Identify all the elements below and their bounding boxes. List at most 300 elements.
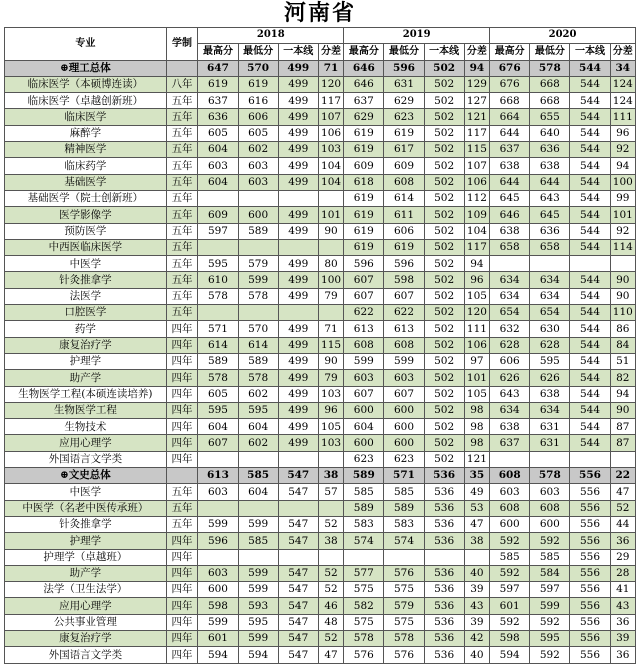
line-score-cell: 499 — [278, 207, 318, 223]
min-score-cell: 605 — [238, 125, 278, 141]
table-row — [5, 305, 636, 321]
system-cell: 四年 — [166, 582, 198, 598]
max-score-cell — [198, 305, 238, 321]
line-score-cell: 544 — [570, 370, 610, 386]
diff-cell: 94 — [610, 386, 635, 402]
table-row — [5, 484, 636, 500]
header-min: 最低分 — [530, 44, 570, 60]
max-score-cell: 604 — [198, 419, 238, 435]
line-score-cell — [570, 256, 610, 272]
max-score-cell: 595 — [198, 402, 238, 418]
major-name-cell: 生物医学工程(本硕连读培养) — [5, 386, 167, 402]
min-score-cell: 619 — [384, 239, 424, 255]
max-score-cell: 600 — [344, 402, 384, 418]
max-score-cell: 643 — [490, 386, 530, 402]
min-score-cell: 603 — [238, 158, 278, 174]
line-score-cell: 502 — [424, 288, 464, 304]
max-score-cell: 583 — [344, 516, 384, 532]
min-score-cell — [238, 451, 278, 467]
max-score-cell: 638 — [490, 158, 530, 174]
min-score-cell: 599 — [238, 516, 278, 532]
max-score-cell: 613 — [198, 468, 238, 484]
diff-cell: 49 — [464, 484, 489, 500]
line-score-cell: 502 — [424, 239, 464, 255]
max-score-cell: 676 — [490, 60, 530, 76]
max-score-cell: 658 — [490, 239, 530, 255]
min-score-cell: 645 — [530, 207, 570, 223]
max-score-cell: 600 — [490, 516, 530, 532]
major-name-cell: 应用心理学 — [5, 435, 167, 451]
line-score-cell: 502 — [424, 272, 464, 288]
diff-cell: 124 — [610, 93, 635, 109]
diff-cell: 57 — [318, 484, 343, 500]
header-min: 最低分 — [238, 44, 278, 60]
line-score-cell: 536 — [424, 598, 464, 614]
table-row — [5, 549, 636, 565]
major-name-cell: ⊕文史总体 — [5, 468, 167, 484]
min-score-cell: 595 — [238, 402, 278, 418]
max-score-cell: 607 — [344, 288, 384, 304]
diff-cell: 87 — [610, 435, 635, 451]
min-score-cell: 599 — [238, 582, 278, 598]
max-score-cell: 603 — [198, 158, 238, 174]
diff-cell — [318, 549, 343, 565]
major-name-cell: 护理学 — [5, 533, 167, 549]
max-score-cell: 604 — [198, 174, 238, 190]
table-row — [5, 223, 636, 239]
diff-cell: 90 — [610, 402, 635, 418]
max-score-cell: 596 — [198, 533, 238, 549]
max-score-cell: 571 — [198, 321, 238, 337]
max-score-cell: 638 — [490, 419, 530, 435]
diff-cell: 71 — [318, 60, 343, 76]
diff-cell: 101 — [464, 370, 489, 386]
major-name-cell: 康复治疗学 — [5, 630, 167, 646]
major-name-cell: 中医学 — [5, 256, 167, 272]
major-name-cell: 针灸推拿学 — [5, 272, 167, 288]
line-score-cell: 547 — [278, 582, 318, 598]
major-name-cell: 针灸推拿学 — [5, 516, 167, 532]
max-score-cell: 646 — [490, 207, 530, 223]
header-diff: 分差 — [318, 44, 343, 60]
diff-cell: 106 — [318, 125, 343, 141]
max-score-cell: 574 — [344, 533, 384, 549]
major-name-cell: 临床医学（卓越创新班） — [5, 93, 167, 109]
line-score-cell: 544 — [570, 190, 610, 206]
min-score-cell: 584 — [530, 565, 570, 581]
line-score-cell: 499 — [278, 223, 318, 239]
header-system: 学制 — [166, 28, 198, 61]
line-score-cell: 499 — [278, 419, 318, 435]
section-row — [5, 60, 636, 76]
min-score-cell: 628 — [530, 337, 570, 353]
min-score-cell: 576 — [384, 565, 424, 581]
min-score-cell: 619 — [384, 125, 424, 141]
table-row — [5, 272, 636, 288]
line-score-cell: 544 — [570, 272, 610, 288]
min-score-cell: 607 — [384, 288, 424, 304]
max-score-cell: 599 — [344, 353, 384, 369]
max-score-cell: 629 — [344, 109, 384, 125]
min-score-cell: 571 — [384, 468, 424, 484]
system-cell: 四年 — [166, 386, 198, 402]
min-score-cell: 602 — [238, 386, 278, 402]
min-score-cell: 613 — [384, 321, 424, 337]
major-name-cell: 公共事业管理 — [5, 614, 167, 630]
diff-cell: 117 — [464, 239, 489, 255]
max-score-cell — [198, 451, 238, 467]
line-score-cell: 556 — [570, 565, 610, 581]
header-year-2019: 2019 — [344, 28, 490, 44]
system-cell: 四年 — [166, 353, 198, 369]
min-score-cell: 592 — [530, 614, 570, 630]
table-row — [5, 386, 636, 402]
diff-cell: 43 — [610, 598, 635, 614]
min-score-cell: 614 — [384, 190, 424, 206]
max-score-cell: 636 — [198, 109, 238, 125]
max-score-cell: 600 — [198, 582, 238, 598]
diff-cell: 38 — [464, 533, 489, 549]
max-score-cell: 598 — [490, 630, 530, 646]
min-score-cell: 611 — [384, 207, 424, 223]
max-score-cell: 597 — [490, 582, 530, 598]
max-score-cell: 609 — [198, 207, 238, 223]
system-cell: 五年 — [166, 109, 198, 125]
header-diff: 分差 — [610, 44, 635, 60]
diff-cell: 127 — [464, 93, 489, 109]
diff-cell: 101 — [318, 207, 343, 223]
line-score-cell: 544 — [570, 158, 610, 174]
table-row — [5, 516, 636, 532]
diff-cell: 39 — [464, 614, 489, 630]
table-row — [5, 93, 636, 109]
line-score-cell: 502 — [424, 158, 464, 174]
max-score-cell: 613 — [344, 321, 384, 337]
min-score-cell: 570 — [238, 60, 278, 76]
section-row — [5, 468, 636, 484]
min-score-cell: 599 — [384, 353, 424, 369]
diff-cell: 129 — [464, 76, 489, 92]
table-row — [5, 435, 636, 451]
line-score-cell: 502 — [424, 190, 464, 206]
admission-score-table — [4, 27, 636, 664]
diff-cell: 35 — [464, 468, 489, 484]
min-score-cell: 589 — [384, 500, 424, 516]
line-score-cell: 499 — [278, 337, 318, 353]
min-score-cell: 600 — [384, 435, 424, 451]
max-score-cell: 603 — [344, 370, 384, 386]
table-row — [5, 288, 636, 304]
table-row — [5, 158, 636, 174]
header-max: 最高分 — [344, 44, 384, 60]
diff-cell: 87 — [610, 419, 635, 435]
line-score-cell: 502 — [424, 207, 464, 223]
max-score-cell — [198, 549, 238, 565]
min-score-cell: 599 — [238, 565, 278, 581]
table-row — [5, 500, 636, 516]
table-row — [5, 76, 636, 92]
line-score-cell: 499 — [278, 76, 318, 92]
max-score-cell — [490, 451, 530, 467]
system-cell: 四年 — [166, 533, 198, 549]
table-row — [5, 125, 636, 141]
min-score-cell: 608 — [530, 500, 570, 516]
diff-cell — [464, 549, 489, 565]
max-score-cell: 632 — [490, 321, 530, 337]
max-score-cell: 618 — [344, 174, 384, 190]
min-score-cell: 606 — [238, 109, 278, 125]
max-score-cell: 637 — [490, 142, 530, 158]
diff-cell: 103 — [318, 386, 343, 402]
major-name-cell: 药学 — [5, 321, 167, 337]
diff-cell: 90 — [318, 353, 343, 369]
table-row — [5, 207, 636, 223]
system-cell: 五年 — [166, 256, 198, 272]
line-score-cell: 502 — [424, 321, 464, 337]
header-year-2020: 2020 — [490, 28, 636, 44]
diff-cell: 84 — [610, 337, 635, 353]
line-score-cell: 502 — [424, 337, 464, 353]
line-score-cell — [424, 549, 464, 565]
diff-cell: 124 — [610, 76, 635, 92]
max-score-cell: 647 — [198, 60, 238, 76]
line-score-cell: 544 — [570, 239, 610, 255]
table-row — [5, 190, 636, 206]
line-score-cell: 536 — [424, 516, 464, 532]
min-score-cell: 638 — [530, 158, 570, 174]
max-score-cell: 585 — [490, 549, 530, 565]
max-score-cell: 668 — [490, 93, 530, 109]
max-score-cell: 634 — [490, 272, 530, 288]
min-score-cell: 592 — [530, 533, 570, 549]
line-score-cell: 544 — [570, 125, 610, 141]
table-row — [5, 630, 636, 646]
line-score-cell: 544 — [570, 174, 610, 190]
table-row — [5, 598, 636, 614]
table-row — [5, 256, 636, 272]
max-score-cell: 578 — [198, 288, 238, 304]
diff-cell: 80 — [318, 256, 343, 272]
system-cell: 四年 — [166, 614, 198, 630]
diff-cell: 94 — [464, 60, 489, 76]
min-score-cell: 592 — [530, 647, 570, 663]
max-score-cell — [198, 239, 238, 255]
line-score-cell: 499 — [278, 370, 318, 386]
line-score-cell: 502 — [424, 223, 464, 239]
system-cell: 四年 — [166, 565, 198, 581]
max-score-cell: 605 — [198, 386, 238, 402]
min-score-cell: 608 — [384, 174, 424, 190]
min-score-cell: 578 — [530, 468, 570, 484]
min-score-cell: 585 — [530, 549, 570, 565]
line-score-cell: 536 — [424, 500, 464, 516]
major-name-cell: 临床医学（本硕博连读） — [5, 76, 167, 92]
max-score-cell: 634 — [490, 402, 530, 418]
line-score-cell: 556 — [570, 598, 610, 614]
min-score-cell: 578 — [530, 60, 570, 76]
system-cell: 五年 — [166, 190, 198, 206]
line-score-cell: 547 — [278, 468, 318, 484]
system-cell: 四年 — [166, 630, 198, 646]
max-score-cell: 646 — [344, 60, 384, 76]
max-score-cell: 608 — [490, 468, 530, 484]
system-cell: 四年 — [166, 402, 198, 418]
min-score-cell: 629 — [384, 93, 424, 109]
line-score-cell: 556 — [570, 549, 610, 565]
min-score-cell: 603 — [530, 484, 570, 500]
max-score-cell: 607 — [198, 435, 238, 451]
diff-cell: 96 — [464, 272, 489, 288]
max-score-cell: 607 — [344, 272, 384, 288]
min-score-cell: 604 — [238, 484, 278, 500]
max-score-cell: 596 — [344, 256, 384, 272]
table-row — [5, 142, 636, 158]
line-score-cell: 502 — [424, 174, 464, 190]
major-name-cell: 临床药学 — [5, 158, 167, 174]
table-row — [5, 321, 636, 337]
line-score-cell: 502 — [424, 419, 464, 435]
min-score-cell: 574 — [384, 533, 424, 549]
major-name-cell: 护理学（卓越班） — [5, 549, 167, 565]
line-score-cell: 502 — [424, 93, 464, 109]
max-score-cell: 634 — [490, 288, 530, 304]
diff-cell: 105 — [464, 386, 489, 402]
min-score-cell: 600 — [384, 419, 424, 435]
line-score-cell: 544 — [570, 305, 610, 321]
min-score-cell: 606 — [384, 223, 424, 239]
diff-cell — [318, 451, 343, 467]
line-score-cell: 499 — [278, 435, 318, 451]
major-name-cell: 助产学 — [5, 565, 167, 581]
diff-cell: 117 — [318, 93, 343, 109]
system-cell: 五年 — [166, 223, 198, 239]
line-score-cell: 556 — [570, 500, 610, 516]
line-score-cell: 502 — [424, 370, 464, 386]
diff-cell: 96 — [610, 125, 635, 141]
diff-cell: 94 — [610, 158, 635, 174]
line-score-cell: 536 — [424, 630, 464, 646]
system-cell: 五年 — [166, 500, 198, 516]
min-score-cell — [530, 256, 570, 272]
table-row — [5, 337, 636, 353]
table-row — [5, 174, 636, 190]
major-name-cell: 生物医学工程 — [5, 402, 167, 418]
min-score-cell: 602 — [238, 142, 278, 158]
max-score-cell: 589 — [344, 500, 384, 516]
diff-cell — [318, 500, 343, 516]
major-name-cell: 生物技术 — [5, 419, 167, 435]
min-score-cell — [238, 500, 278, 516]
diff-cell: 117 — [464, 125, 489, 141]
header-line: 一本线 — [278, 44, 318, 60]
line-score-cell: 544 — [570, 93, 610, 109]
min-score-cell: 643 — [530, 190, 570, 206]
min-score-cell: 623 — [384, 109, 424, 125]
major-name-cell: 基础医学 — [5, 174, 167, 190]
min-score-cell: 595 — [530, 353, 570, 369]
diff-cell: 104 — [318, 158, 343, 174]
diff-cell: 96 — [318, 402, 343, 418]
system-cell: 五年 — [166, 305, 198, 321]
page-title: 河南省 — [283, 1, 356, 26]
line-score-cell: 547 — [278, 598, 318, 614]
line-score-cell: 556 — [570, 533, 610, 549]
diff-cell: 39 — [610, 630, 635, 646]
min-score-cell: 609 — [384, 158, 424, 174]
system-cell: 四年 — [166, 647, 198, 663]
min-score-cell: 600 — [530, 516, 570, 532]
line-score-cell: 499 — [278, 158, 318, 174]
min-score-cell: 600 — [384, 402, 424, 418]
major-name-cell: 康复治疗学 — [5, 337, 167, 353]
diff-cell — [610, 451, 635, 467]
line-score-cell: 536 — [424, 614, 464, 630]
diff-cell: 36 — [610, 614, 635, 630]
min-score-cell: 597 — [530, 582, 570, 598]
min-score-cell: 575 — [384, 582, 424, 598]
line-score-cell: 502 — [424, 76, 464, 92]
min-score-cell: 595 — [530, 630, 570, 646]
max-score-cell: 603 — [490, 484, 530, 500]
major-name-cell: 预防医学 — [5, 223, 167, 239]
system-cell: 五年 — [166, 288, 198, 304]
line-score-cell: 556 — [570, 647, 610, 663]
max-score-cell: 599 — [198, 516, 238, 532]
max-score-cell: 600 — [344, 435, 384, 451]
max-score-cell: 592 — [490, 533, 530, 549]
min-score-cell: 634 — [530, 288, 570, 304]
diff-cell: 121 — [464, 451, 489, 467]
max-score-cell: 604 — [198, 142, 238, 158]
major-name-cell: 中医学（名老中医传承班） — [5, 500, 167, 516]
line-score-cell: 502 — [424, 353, 464, 369]
diff-cell: 47 — [464, 516, 489, 532]
table-row — [5, 647, 636, 663]
line-score-cell: 544 — [570, 288, 610, 304]
major-name-cell: ⊕理工总体 — [5, 60, 167, 76]
max-score-cell: 637 — [198, 93, 238, 109]
line-score-cell: 544 — [570, 337, 610, 353]
diff-cell: 86 — [610, 321, 635, 337]
line-score-cell: 547 — [278, 533, 318, 549]
table-row — [5, 533, 636, 549]
max-score-cell: 645 — [490, 190, 530, 206]
line-score-cell: 502 — [424, 142, 464, 158]
diff-cell: 48 — [318, 614, 343, 630]
max-score-cell: 578 — [198, 370, 238, 386]
diff-cell: 52 — [610, 500, 635, 516]
system-cell: 八年 — [166, 76, 198, 92]
min-score-cell: 589 — [238, 353, 278, 369]
min-score-cell: 593 — [238, 598, 278, 614]
system-cell: 四年 — [166, 451, 198, 467]
min-score-cell: 603 — [384, 370, 424, 386]
diff-cell: 105 — [464, 288, 489, 304]
diff-cell: 43 — [464, 598, 489, 614]
max-score-cell: 619 — [344, 207, 384, 223]
max-score-cell: 609 — [344, 158, 384, 174]
max-score-cell: 585 — [344, 484, 384, 500]
diff-cell: 109 — [464, 207, 489, 223]
max-score-cell: 598 — [198, 598, 238, 614]
diff-cell: 112 — [464, 190, 489, 206]
diff-cell: 92 — [610, 223, 635, 239]
min-score-cell: 630 — [530, 321, 570, 337]
line-score-cell — [570, 451, 610, 467]
max-score-cell: 614 — [198, 337, 238, 353]
diff-cell: 46 — [318, 598, 343, 614]
line-score-cell: 556 — [570, 630, 610, 646]
